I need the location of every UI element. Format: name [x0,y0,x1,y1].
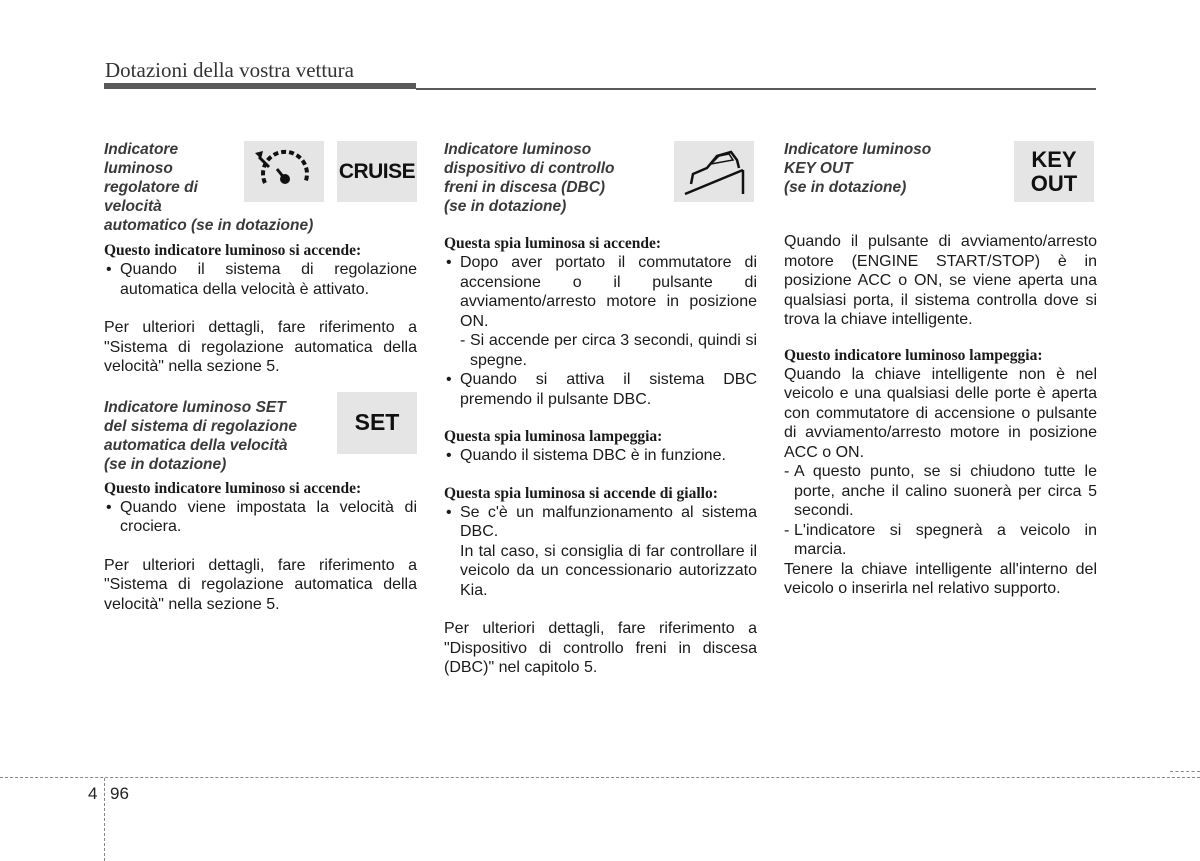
keyout-paragraph-1: Quando il pulsante di avviamento/arresto motore (ENGINE START/STOP) è in posizione ACC o ON, se viene aperta una qualsiasi porta, il sistema controlla dove si trova la chiave intelligente. [784,233,1097,328]
cruise-speedometer-icon [244,141,324,202]
footer-rule [0,777,1200,778]
dbc-bullet-4: • Se c'è un malfunzionamento al sistema DBC. [444,503,757,542]
dbc-bullet-1: • Dopo aver portato il commutatore di accensione o il pulsante di avviamento/arresto motore in posizione ON. [444,253,757,331]
header-rule-thin [416,88,1096,90]
set-paragraph: Per ulteriori dettagli, fare riferimento a "Sistema di regolazione automatica della velocità" nella sezione 5. [104,556,417,613]
set-subheading: Questo indicatore luminoso si accende: [104,479,362,497]
column-3 [784,140,1097,599]
dbc-subheading-flash: Questa spia luminosa lampeggia: [444,428,663,445]
dbc-subheading-yellow: Questa spia luminosa si accende di giallo: [444,484,718,502]
dbc-bullet-2: • Quando si attiva il sistema DBC premendo il pulsante DBC. [444,370,757,409]
keyout-icon-box [1014,141,1094,202]
set-heading: Indicatore luminoso SET del sistema di regolazione automatica della velocità (se in dotazione) [104,398,297,473]
keyout-heading: Indicatore luminoso KEY OUT (se in dotazione) [784,141,932,196]
column-1 [104,140,417,614]
footer-vertical-rule [104,778,105,861]
speedometer-arrow-icon [249,143,319,201]
set-icon-box [337,392,417,454]
keyout-icon-line2: OUT [1030,170,1078,196]
dbc-heading: Indicatore luminoso dispositivo di controllo freni in discesa (DBC) (se in dotazione) [444,141,615,215]
set-bullet: • Quando viene impostata la velocità di crociera. [104,498,417,537]
set-icon-label: SET [354,409,400,435]
keyout-paragraph-2: Quando la chiave intelligente non è nel veicolo e una qualsiasi delle porte è aperta con commutatore di accensione o pulsante di avviamento/arresto motore in posizione ACC o ON. [784,365,1097,461]
page-section-number: 4 [88,784,98,803]
cruise-icon-box [337,141,417,202]
keyout-icon-line1: KEY [1031,146,1077,172]
dbc-car-on-slope-icon [674,141,754,202]
page-header-title: Dotazioni della vostra vettura [105,58,354,82]
cruise-paragraph: Per ulteriori dettagli, fare riferimento a "Sistema di regolazione automatica della velocità" nella sezione 5. [104,319,417,375]
car-slope-icon [677,144,751,200]
dbc-section-heading [444,140,757,216]
dbc-subheading-on: Questa spia luminosa si accende: [444,235,662,252]
cruise-bullet: • Quando il sistema di regolazione automatica della velocità è attivato. [104,260,417,299]
keyout-section-heading [784,140,1097,218]
cruise-section-heading [104,140,417,235]
dbc-paragraph: Per ulteriori dettagli, fare riferimento a "Dispositivo di controllo freni in discesa (DBC)" nel capitolo 5. [444,620,757,676]
keyout-subheading: Questo indicatore luminoso lampeggia: [784,346,1043,364]
cruise-heading: Indicatore luminoso regolatore di velocità automatico (se in dotazione) [104,141,314,234]
column-2 [444,140,757,678]
dbc-bullet-3: • Quando il sistema DBC è in funzione. [444,446,757,466]
cruise-subheading: Questo indicatore luminoso si accende: [104,242,362,259]
keyout-dash-1: - A questo punto, se si chiudono tutte le porte, anche il calino suonerà per circa 5 secondi. [784,462,1097,521]
keyout-paragraph-3: Tenere la chiave intelligente all'interno del veicolo o inserirla nel relativo supporto. [784,560,1097,597]
dbc-dash-1: - Si accende per circa 3 secondi, quindi si spegne. [444,331,757,370]
page-number: 96 [110,784,129,803]
set-section-heading [104,398,417,474]
keyout-dash-2: - L'indicatore si spegnerà a veicolo in marcia. [784,521,1097,560]
cruise-icon-label: CRUISE [338,159,416,183]
dbc-indent-text: In tal caso, si consiglia di far controllare il veicolo da un concessionario autorizzato Kia. [460,542,757,599]
header-rule-thick [104,83,416,89]
footer-rule-right [1170,771,1200,772]
